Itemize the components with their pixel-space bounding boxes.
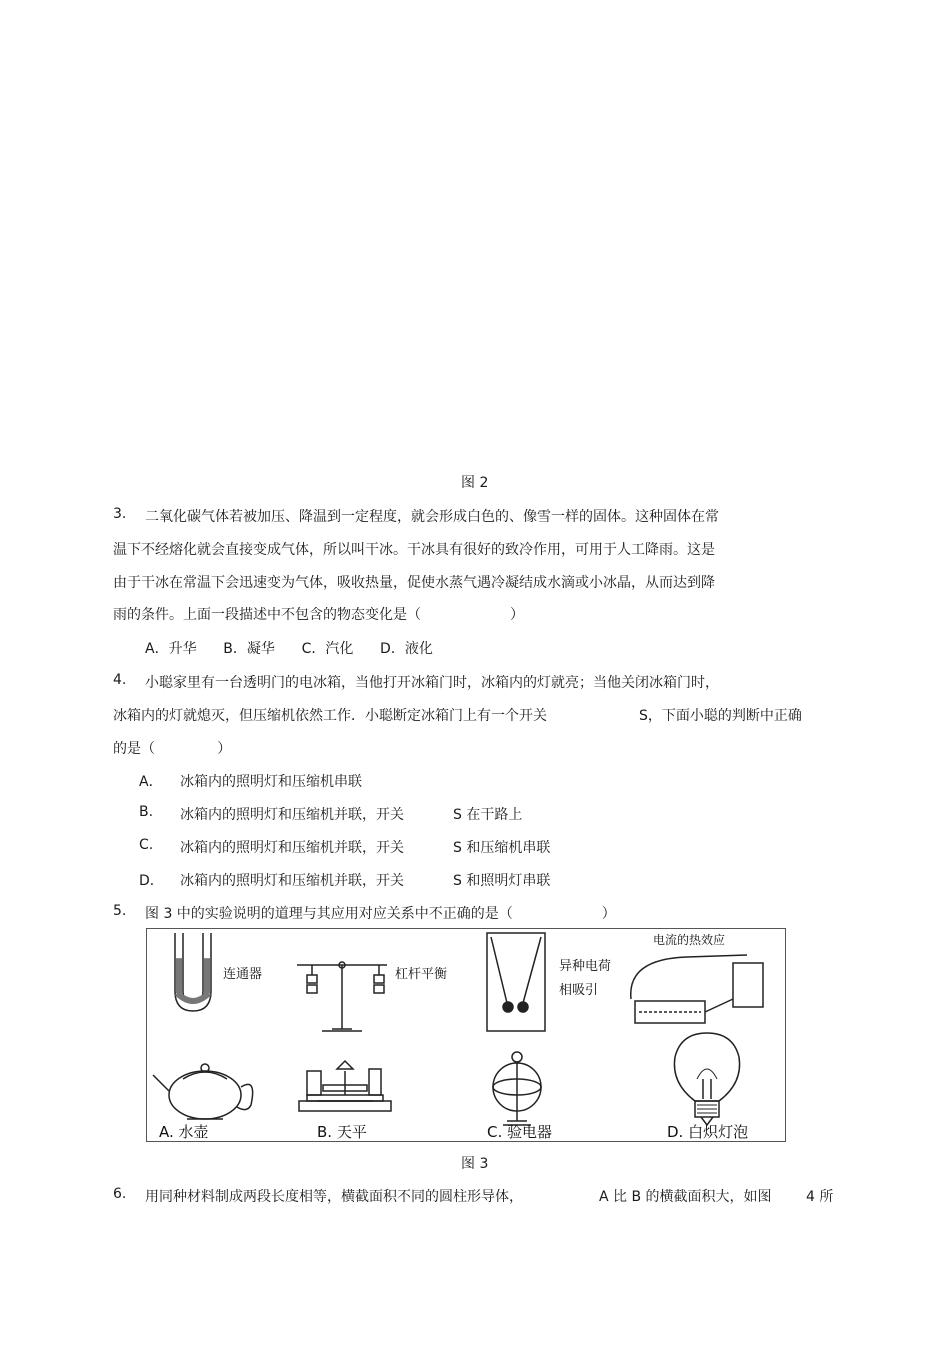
q6-part-c: 4 所 (806, 1189, 834, 1205)
label-connected-vessels: 连通器 (223, 967, 263, 982)
label-option-d: D. 白炽灯泡 (667, 1123, 749, 1141)
q4-option-b-letter: B. (139, 804, 154, 820)
q3-line-3: 由于干冰在常温下会迅速变为气体，吸收热量，促使水蒸气遇冷凝结成水滴或小冰晶，从而达到降 (113, 575, 715, 591)
q4-option-d-letter: D． (139, 873, 164, 889)
q3-options: A．升华 B．凝华 C．汽化 D．液化 (145, 641, 433, 657)
q4-option-c-letter: C. (139, 837, 154, 853)
figure-3-caption: 图 3 (461, 1156, 489, 1172)
charged-balls-icon (487, 933, 545, 1031)
q5-text: 图 3 中的实验说明的道理与其应用对应关系中不正确的是（ ） (145, 906, 616, 922)
q4-line-2a: 冰箱内的灯就熄灭，但压缩机依然工作．小聪断定冰箱门上有一个开关 (113, 708, 547, 724)
teapot-icon (153, 1064, 253, 1119)
q4-option-b-text: 冰箱内的照明灯和压缩机并联，开关 (180, 807, 404, 823)
heating-circuit-icon (631, 955, 763, 1023)
label-option-b: B. 天平 (317, 1123, 367, 1141)
q4-option-a-text: 冰箱内的照明灯和压缩机串联 (180, 774, 362, 790)
light-bulb-icon (674, 1033, 739, 1125)
label-heating-effect: 电流的热效应 (653, 933, 726, 947)
q4-line-3: 的是（ ） (113, 741, 232, 757)
q4-option-c-tail: S 和压缩机串联 (453, 840, 551, 856)
q4-line-2b: S，下面小聪的判断中正确 (639, 708, 802, 724)
q6-number: 6. (113, 1186, 127, 1202)
q4-option-b-tail: S 在干路上 (453, 807, 523, 823)
label-lever-balance: 杠杆平衡 (395, 967, 448, 982)
figure-3-drawing (147, 929, 785, 1141)
q3-number: 3. (113, 506, 127, 522)
q4-line-1: 小聪家里有一台透明门的电冰箱，当他打开冰箱门时，冰箱内的灯就亮；当他关闭冰箱门时， (145, 675, 719, 691)
lever-balance-icon (297, 962, 387, 1031)
q4-option-d-text: 冰箱内的照明灯和压缩机并联，开关 (180, 873, 404, 889)
label-attract: 相吸引 (559, 983, 599, 998)
electroscope-icon (493, 1052, 541, 1125)
q4-option-a-letter: A． (139, 774, 163, 790)
q6-part-a: 用同种材料制成两段长度相等，横截面积不同的圆柱形导体， (145, 1189, 523, 1205)
q5-number: 5. (113, 903, 127, 919)
balance-scale-icon (299, 1061, 391, 1111)
label-option-c: C. 验电器 (487, 1123, 553, 1141)
q4-number: 4. (113, 672, 127, 688)
label-opposite-charges: 异种电荷 (559, 959, 612, 974)
figure-3 (146, 928, 786, 1142)
q3-line-2: 温下不经熔化就会直接变成气体，所以叫干冰。干冰具有很好的致冷作用，可用于人工降雨。这是 (113, 542, 715, 558)
u-tube-icon (175, 933, 211, 1011)
q4-option-c-text: 冰箱内的照明灯和压缩机并联，开关 (180, 840, 404, 856)
label-option-a: A. 水壶 (159, 1123, 209, 1141)
q3-line-1: 二氧化碳气体若被加压、降温到一定程度，就会形成白色的、像雪一样的固体。这种固体在常 (145, 509, 719, 525)
q6-part-b: A 比 B 的横截面积大，如图 (599, 1189, 772, 1205)
figure-2-caption: 图 2 (461, 475, 489, 491)
q4-option-d-tail: S 和照明灯串联 (453, 873, 551, 889)
q3-line-4: 雨的条件。上面一段描述中不包含的物态变化是（ ） (113, 607, 525, 623)
